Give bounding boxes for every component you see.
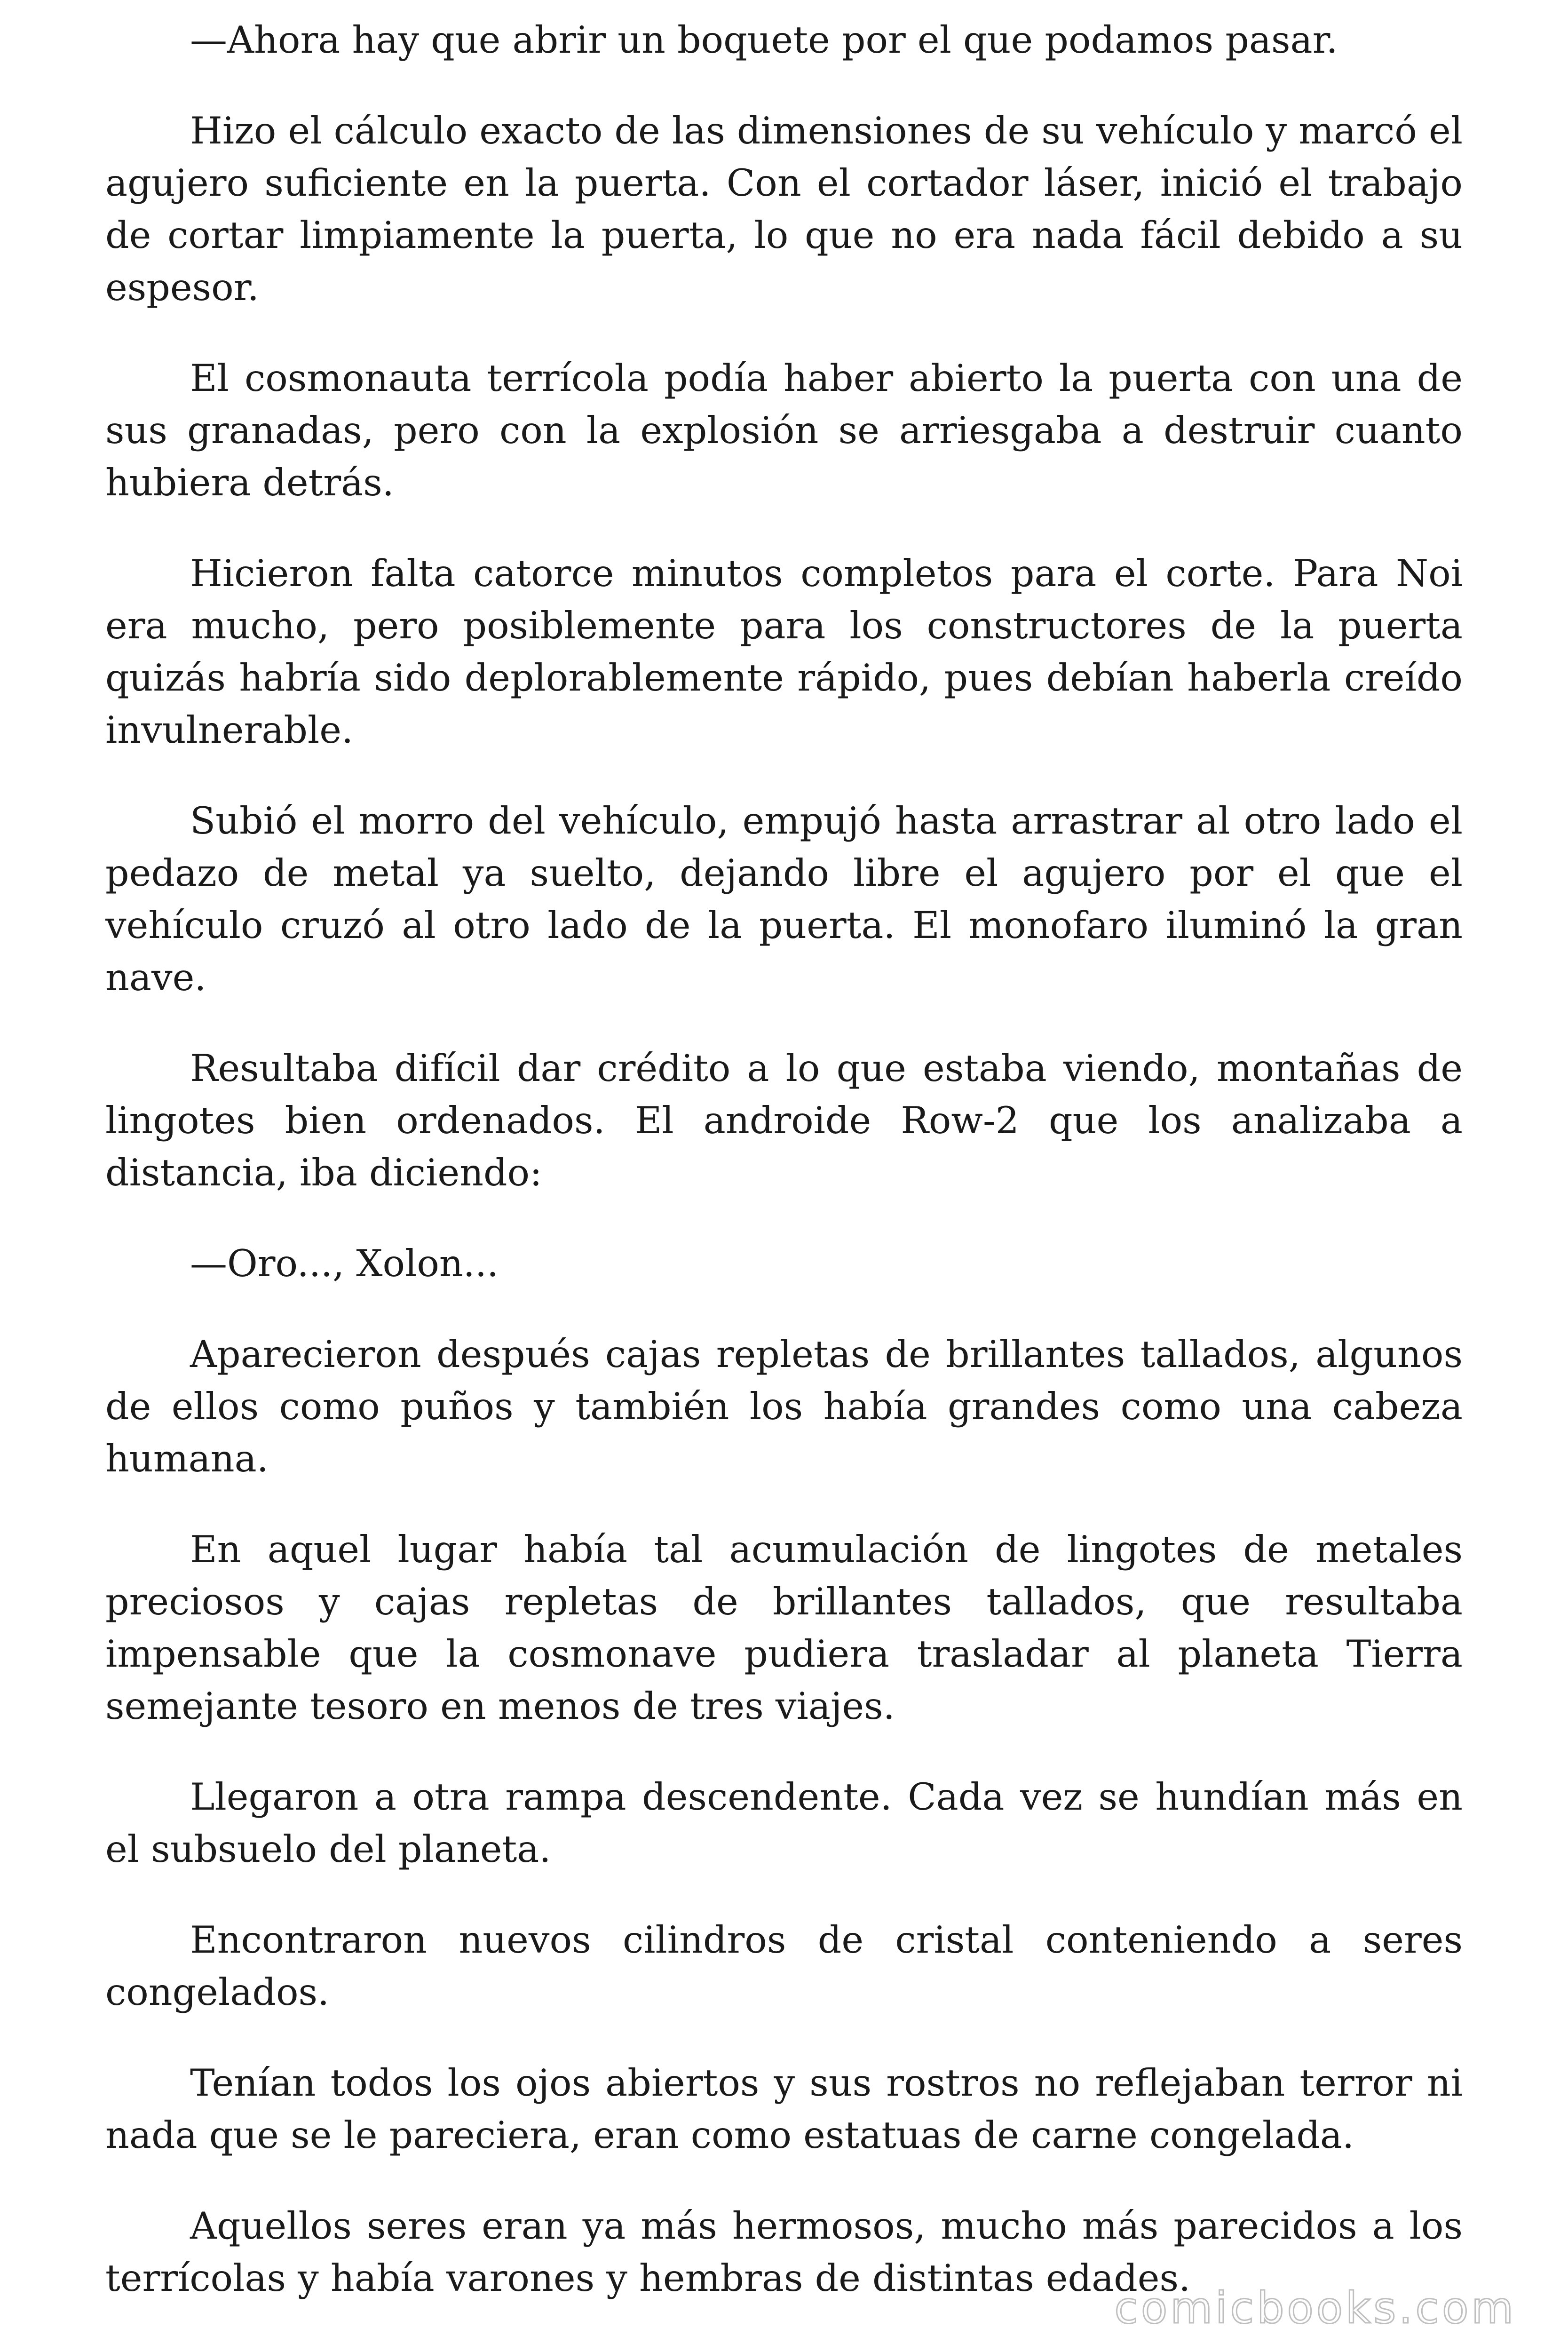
paragraph: En aquel lugar había tal acumulación de lingotes de metales preciosos y cajas repletas de brillantes tallados, que resultaba impensable que la cosmonave pudiera trasladar al planeta Tierra semejante tesoro en menos de tres viajes. <box>105 1528 1463 1728</box>
paragraph: —Ahora hay que abrir un boquete por el que podamos pasar. <box>190 18 1338 62</box>
paragraph: Tenían todos los ojos abiertos y sus rostros no reflejaban terror ni nada que se le pareciera, eran como estatuas de carne congelada. <box>105 2061 1463 2157</box>
paragraph: Aquellos seres eran ya más hermosos, mucho más parecidos a los terrícolas y había varones y hembras de distintas edades. <box>105 2204 1463 2300</box>
paragraph: Aparecieron después cajas repletas de brillantes tallados, algunos de ellos como puños y también los había grandes como una cabeza humana. <box>105 1333 1463 1480</box>
paragraph: Subió el morro del vehículo, empujó hasta arrastrar al otro lado el pedazo de metal ya suelto, dejando libre el agujero por el que el vehículo cruzó al otro lado de la puerta. El monofaro iluminó la gran nave. <box>105 799 1463 999</box>
paragraph: Hizo el cálculo exacto de las dimensiones de su vehículo y marcó el agujero suficiente en la puerta. Con el cortador láser, inició el trabajo de cortar limpiamente la puerta, lo que no era nada fácil debido a su espesor. <box>105 109 1463 309</box>
watermark: comicbooks.com <box>1114 2283 1516 2333</box>
paragraph: —Oro..., Xolon... <box>190 1242 499 1285</box>
paragraph: El cosmonauta terrícola podía haber abierto la puerta con una de sus granadas, pero con la explosión se arriesgaba a destruir cuanto hubiera detrás. <box>105 357 1463 504</box>
page-text <box>105 14 1463 2343</box>
paragraph: Llegaron a otra rampa descendente. Cada vez se hundían más en el subsuelo del planeta. <box>105 1775 1463 1871</box>
paragraph: Resultaba difícil dar crédito a lo que estaba viendo, montañas de lingotes bien ordenados. El androide Row-2 que los analizaba a distancia, iba diciendo: <box>105 1047 1463 1194</box>
paragraph: Encontraron nuevos cilindros de cristal conteniendo a seres congelados. <box>105 1918 1463 2014</box>
paragraph: Hicieron falta catorce minutos completos para el corte. Para Noi era mucho, pero posiblemente para los constructores de la puerta quizás habría sido deplorablemente rápido, pues debían haberla creído invulnerable. <box>105 552 1463 752</box>
